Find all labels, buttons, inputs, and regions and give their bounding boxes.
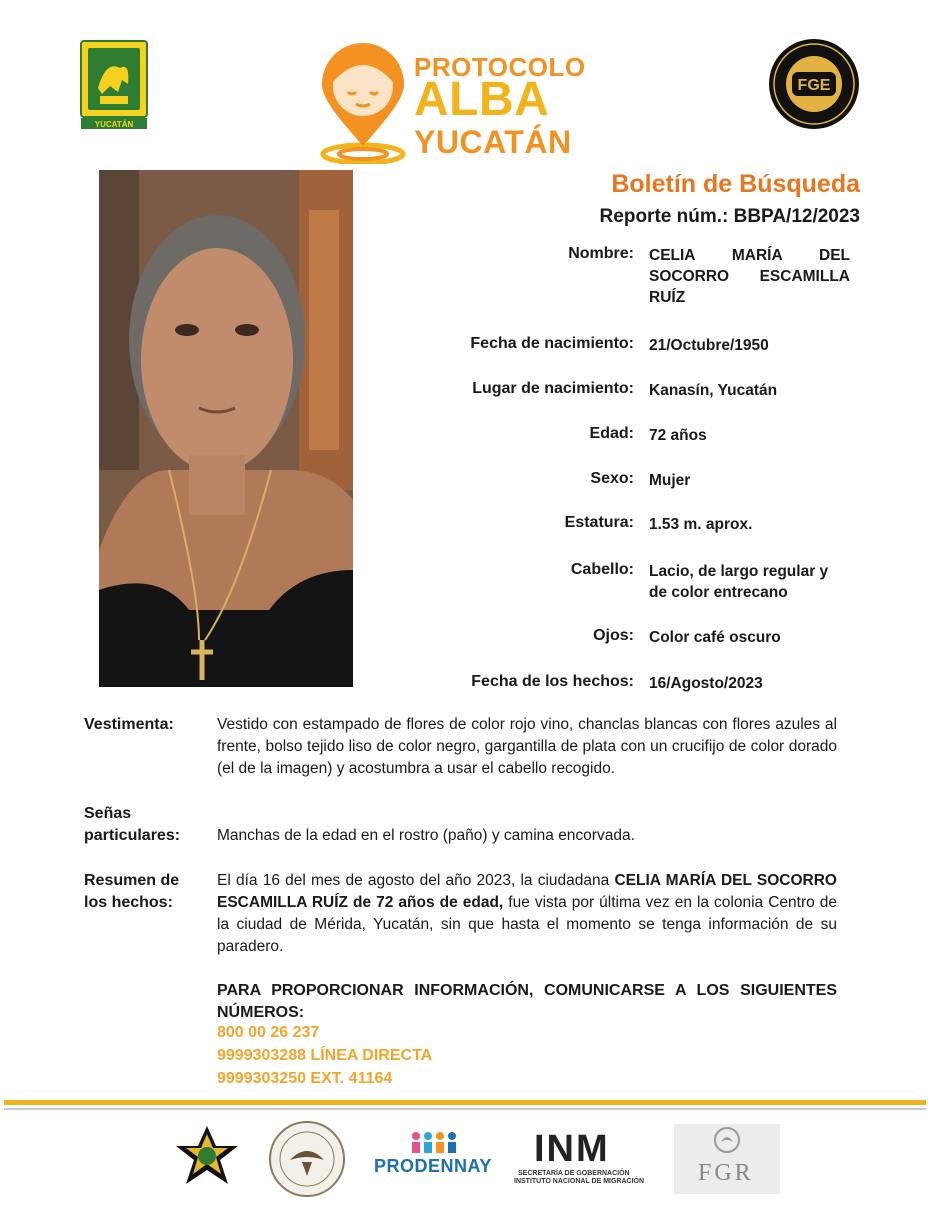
fge-seal-icon	[768, 38, 860, 130]
phone-1[interactable]: 800 00 26 237	[217, 1024, 320, 1041]
contact-title: PARA PROPORCIONAR INFORMACIÓN, COMUNICARSE A LOS SIGUIENTES NÚMEROS:	[217, 982, 837, 1021]
footer-divider-gray	[4, 1108, 926, 1110]
inm-subtitle-2: INSTITUTO NACIONAL DE MIGRACIÓN	[514, 1178, 645, 1185]
police-star-icon	[172, 1124, 242, 1194]
prodennay-people-icon	[408, 1130, 458, 1154]
field-value-fecha-nacimiento: 21/Octubre/1950	[649, 337, 769, 354]
field-label-lugar-nacimiento: Lugar de nacimiento:	[472, 380, 634, 397]
fge-label: FGE	[797, 77, 831, 94]
resumen-part1: El día 16 del mes de agosto del año 2023, la ciudadana	[217, 872, 615, 889]
fgr-logo-text: FGR	[698, 1160, 754, 1186]
senas-label-line2: particulares:	[84, 827, 181, 844]
guardia-nacional-seal-icon	[268, 1120, 346, 1198]
field-label-estatura: Estatura:	[564, 514, 634, 531]
resumen-text	[217, 870, 837, 958]
report-label: Reporte núm.:	[599, 206, 729, 227]
alba-location-pin-icon	[318, 42, 408, 164]
report-number: BBPA/12/2023	[733, 206, 860, 227]
shield-caption: YUCATÁN	[94, 120, 134, 129]
field-label-sexo: Sexo:	[590, 470, 634, 487]
phone-2[interactable]: 9999303288 LÍNEA DIRECTA	[217, 1047, 433, 1064]
field-label-ojos: Ojos:	[593, 627, 634, 644]
mexico-eagle-icon	[713, 1126, 741, 1154]
prodennay-logo-text: PRODENNAY	[374, 1156, 492, 1176]
field-label-fecha-nacimiento: Fecha de nacimiento:	[470, 335, 634, 352]
field-value-edad: 72 años	[649, 427, 707, 444]
field-value-sexo: Mujer	[649, 472, 691, 489]
field-label-nombre: Nombre:	[568, 245, 634, 262]
protocolo-title-line3: YUCATÁN	[414, 124, 572, 160]
resumen-label-line1: Resumen de	[84, 872, 180, 889]
field-value-fecha-hechos: 16/Agosto/2023	[649, 675, 763, 692]
field-label-fecha-hechos: Fecha de los hechos:	[471, 673, 634, 690]
resumen-bold: CELIA MARÍA DEL SOCORRO ESCAMILLA RUÍZ de 72 años de edad,	[217, 872, 837, 911]
vestimenta-label: Vestimenta:	[84, 716, 174, 733]
inm-subtitle-1: SECRETARÍA DE GOBERNACIÓN	[518, 1170, 630, 1177]
protocolo-title-line1: PROTOCOLO	[414, 52, 586, 82]
vestimenta-text: Vestido con estampado de flores de color rojo vino, chanclas blancas con flores azules al frente, bolso tejido liso de color negro, gargantilla de plata con un crucifijo de color dorado (el de la imagen) y acostumbra a usar el cabello recogido.	[217, 716, 837, 777]
report-line	[600, 206, 860, 228]
field-label-cabello: Cabello:	[570, 561, 634, 578]
senas-label-line1: Señas	[84, 805, 132, 822]
yucatan-shield-icon	[80, 40, 148, 130]
field-value-cabello: Lacio, de largo regular y de color entrecano	[649, 563, 829, 601]
bulletin-title: Boletín de Búsqueda	[611, 170, 860, 198]
field-value-lugar-nacimiento: Kanasín, Yucatán	[649, 382, 778, 399]
field-value-estatura: 1.53 m. aprox.	[649, 516, 753, 533]
senas-text: Manchas de la edad en el rostro (paño) y camina encorvada.	[217, 827, 635, 844]
footer-divider-yellow	[4, 1100, 926, 1105]
phone-3[interactable]: 9999303250 EXT. 41164	[217, 1070, 393, 1087]
field-value-nombre: CELIA MARÍA DEL SOCORRO ESCAMILLA RUÍZ	[649, 247, 850, 306]
resumen-part2: fue vista por última vez en la colonia Centro de la ciudad de Mérida, Yucatán, sin que hasta el momento se tenga información de su paradero.	[217, 894, 837, 955]
protocolo-title-line2: ALBA	[414, 73, 550, 126]
resumen-label-line2: los hechos:	[84, 894, 173, 911]
field-label-edad: Edad:	[589, 425, 634, 442]
field-value-ojos: Color café oscuro	[649, 629, 781, 646]
missing-person-photo	[99, 170, 353, 687]
inm-logo-text: INM	[534, 1128, 610, 1170]
